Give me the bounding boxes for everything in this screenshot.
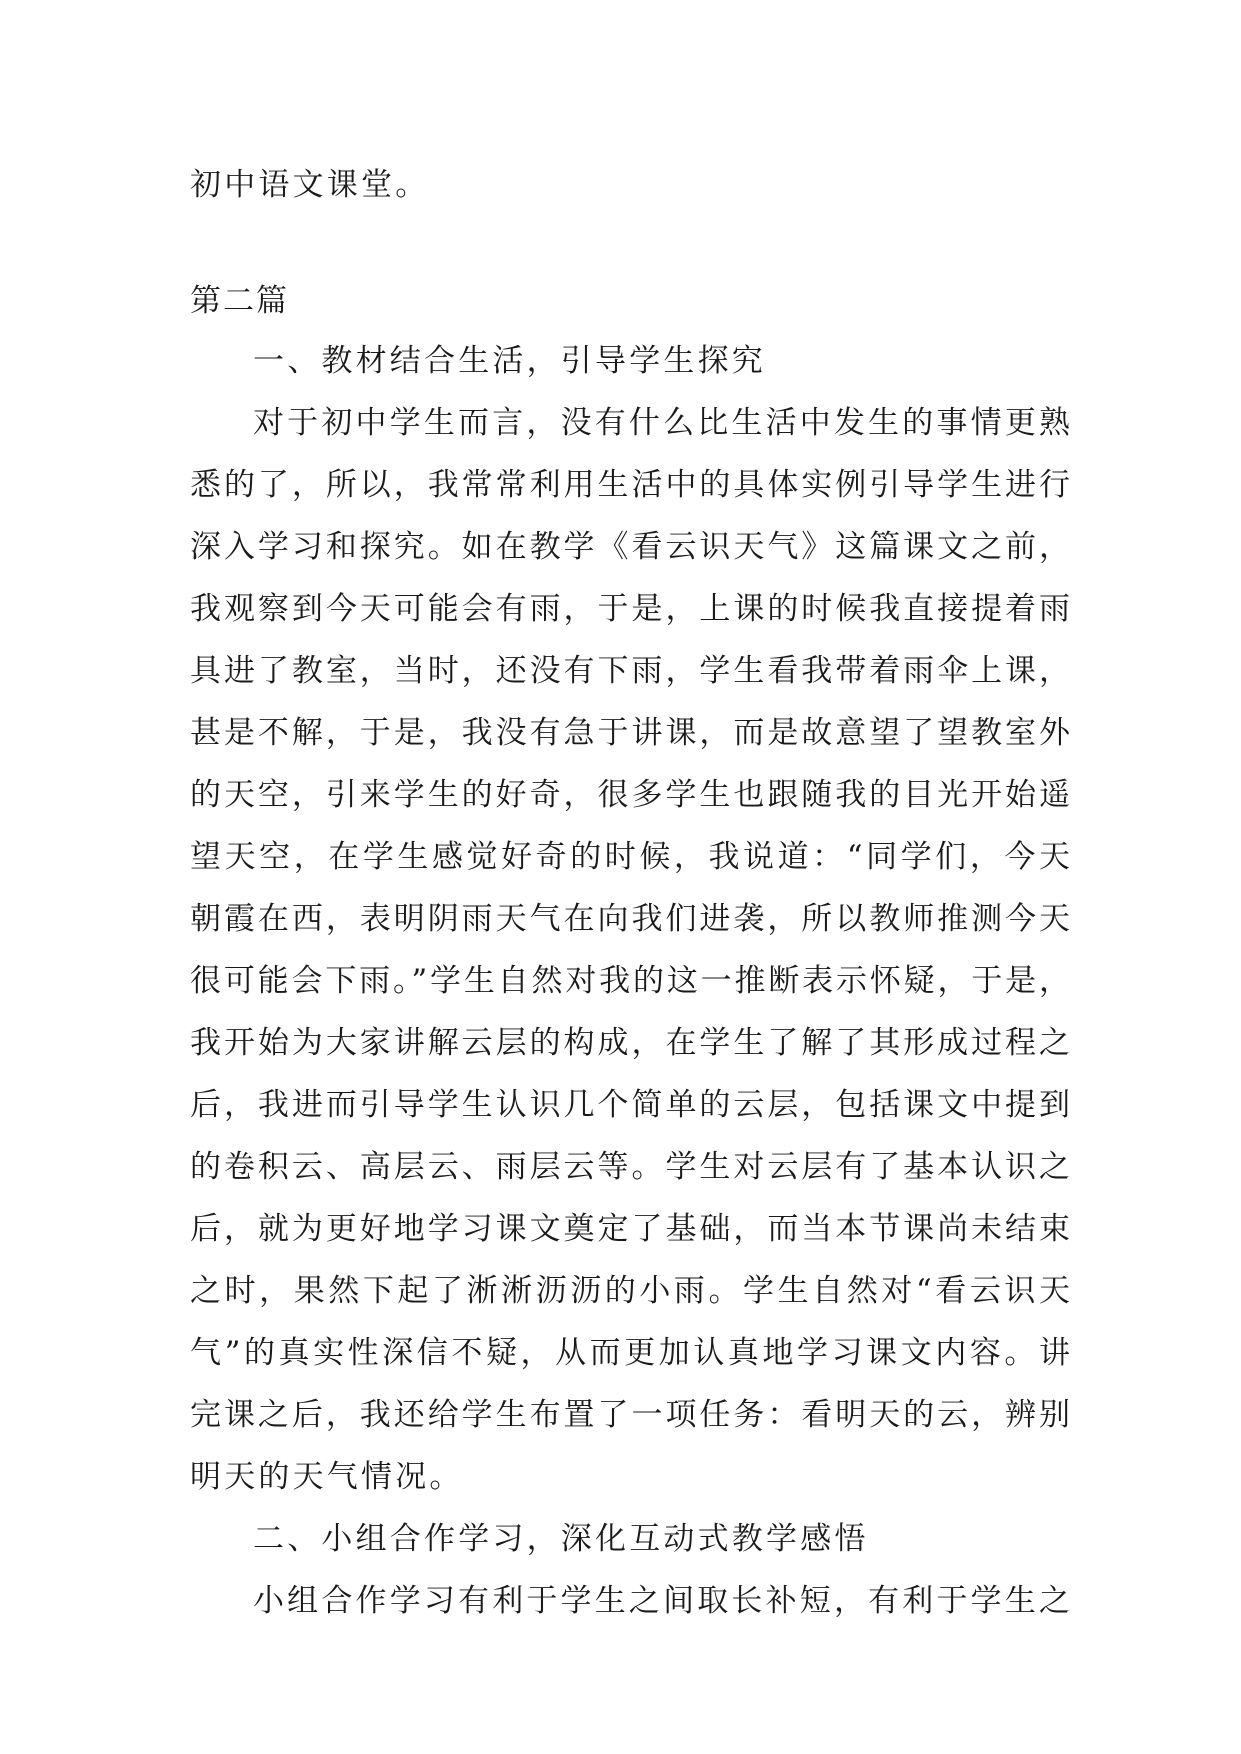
section-title: 第二篇	[190, 283, 289, 319]
paragraph-1-line: 明天的天气情况。	[190, 1459, 464, 1495]
heading-2: 二、小组合作学习，深化互动式教学感悟	[253, 1521, 869, 1557]
paragraph-2-line: 小组合作学习有利于学生之间取长补短，有利于学生之	[253, 1583, 1070, 1619]
paragraph-1-line: 望天空，在学生感觉好奇的时候，我说道：“同学们，今天	[190, 839, 1070, 875]
paragraph-1-line: 很可能会下雨。”学生自然对我的这一推断表示怀疑，于是，	[190, 963, 1070, 999]
paragraph-1-line: 朝霞在西，表明阴雨天气在向我们进袭，所以教师推测今天	[190, 901, 1070, 937]
paragraph-1-line: 后，就为更好地学习课文奠定了基础，而当本节课尚未结束	[190, 1211, 1070, 1247]
paragraph-1-line: 具进了教室，当时，还没有下雨，学生看我带着雨伞上课，	[190, 653, 1070, 689]
paragraph-1-line: 的卷积云、高层云、雨层云等。学生对云层有了基本认识之	[190, 1149, 1070, 1185]
paragraph-1-line: 对于初中学生而言，没有什么比生活中发生的事情更熟	[253, 405, 1070, 441]
paragraph-1-line: 悉的了，所以，我常常利用生活中的具体实例引导学生进行	[190, 467, 1070, 503]
paragraph-1-line: 深入学习和探究。如在教学《看云识天气》这篇课文之前，	[190, 529, 1070, 565]
paragraph-1-line: 我开始为大家讲解云层的构成，在学生了解了其形成过程之	[190, 1025, 1070, 1061]
paragraph-1-line: 我观察到今天可能会有雨，于是，上课的时候我直接提着雨	[190, 591, 1070, 627]
paragraph-1-line: 后，我进而引导学生认识几个简单的云层，包括课文中提到	[190, 1087, 1070, 1123]
carry-over-text: 初中语文课堂。	[190, 167, 430, 203]
paragraph-1-line: 甚是不解，于是，我没有急于讲课，而是故意望了望教室外	[190, 715, 1070, 751]
paragraph-1-line: 之时，果然下起了淅淅沥沥的小雨。学生自然对“看云识天	[190, 1273, 1070, 1309]
paragraph-1-line: 的天空，引来学生的好奇，很多学生也跟随我的目光开始遥	[190, 777, 1070, 813]
heading-1: 一、教材结合生活，引导学生探究	[253, 343, 766, 379]
paragraph-1-line: 气”的真实性深信不疑，从而更加认真地学习课文内容。讲	[190, 1335, 1070, 1371]
paragraph-1-line: 完课之后，我还给学生布置了一项任务：看明天的云，辨别	[190, 1397, 1070, 1433]
